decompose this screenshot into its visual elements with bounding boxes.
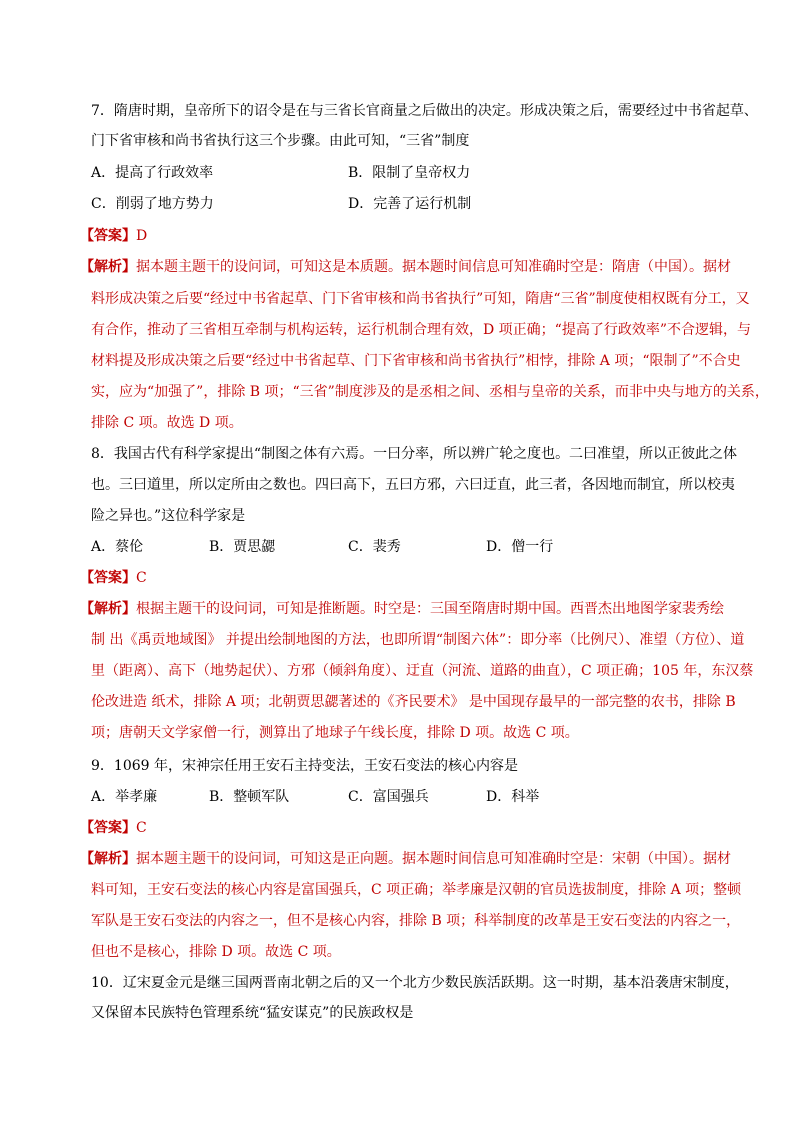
q7-answer-label: 【答案】 — [80, 228, 136, 244]
q9-answer-value: C — [136, 820, 147, 836]
q8-analysis-line-5: 项；唐朝天文学家僧一行，测算出了地球子午线长度，排除 D 项。故选 C 项。 — [91, 725, 579, 741]
q7-analysis-text-1: 据本题主题干的设问词，可知这是本质题。据本题时间信息可知准确时空是：隋唐（中国）。据材 — [136, 259, 731, 275]
q9-analysis-line-2: 料可知，王安石变法的核心内容是富国强兵，C 项正确；举孝廉是汉朝的官员选拔制度，排除 A 项；整顿 — [91, 882, 742, 898]
q8-stem-line-3: 险之异也。”这位科学家是 — [91, 508, 246, 524]
q7-analysis-line-3: 有合作，推动了三省相互牵制与机构运转，运行机制合理有效，D 项正确；“提高了行政效率”不合逻辑，与 — [91, 322, 751, 338]
q8-stem-line-1: 8．我国古代有科学家提出“制图之体有六焉。一曰分率，所以辨广轮之度也。二曰准望，所以正彼此之体 — [91, 446, 738, 462]
q9-analysis-text-1: 据本题主题干的设问词，可知这是正向题。据本题时间信息可知准确时空是：宋朝（中国）。据材 — [136, 851, 731, 867]
q7-answer — [80, 226, 147, 246]
q7-option-a: A．提高了行政效率 — [91, 165, 214, 181]
q7-analysis-line-5: 实，应为“加强了”，排除 B 项；“三省”制度涉及的是丞相之间、丞相与皇帝的关系，而非中央与地方的关系， — [91, 384, 769, 400]
q8-option-a: A．蔡伦 — [91, 539, 144, 555]
q7-analysis-line-2: 料形成决策之后要“经过中书省起草、门下省审核和尚书省执行”可知，隋唐“三省”制度使相权既有分工，又 — [91, 291, 750, 307]
q9-analysis-line-1 — [80, 849, 731, 869]
q8-analysis-line-3: 里（距离）、高下（地势起伏）、方邪（倾斜角度）、迂直（河流、道路的曲直），C 项正确；105 年，东汉蔡 — [91, 663, 754, 679]
q8-answer-label: 【答案】 — [80, 570, 136, 586]
q8-analysis-line-2: 制 出《禹贡地域图》 并提出绘制地图的方法，也即所谓“制图六体”：即分率（比例尺）、准望（方位）、道 — [91, 632, 745, 648]
q9-stem-line-1: 9．1069 年，宋神宗任用王安石主持变法，王安石变法的核心内容是 — [91, 758, 518, 774]
q7-stem-line-2: 门下省审核和尚书省执行这三个步骤。由此可知，“三省”制度 — [91, 133, 470, 149]
q8-answer-value: C — [136, 570, 147, 586]
q9-answer — [80, 818, 147, 838]
q7-stem-line-1: 7．隋唐时期，皇帝所下的诏令是在与三省长官商量之后做出的决定。形成决策之后，需要经过中书省起草、 — [91, 103, 758, 119]
q9-analysis-label: 【解析】 — [80, 851, 136, 867]
q9-option-b: B．整顿军队 — [209, 789, 290, 805]
q8-analysis-text-1: 根据主题干的设问词，可知是推断题。时空是：三国至隋唐时期中国。西晋杰出地图学家裴秀绘 — [136, 601, 724, 617]
q7-analysis-line-4: 材料提及形成决策之后要“经过中书省起草、门下省审核和尚书省执行”相悖，排除 A 项；“限制了”不合史 — [91, 353, 741, 369]
q8-analysis-line-1 — [80, 599, 724, 619]
q9-option-a: A．举孝廉 — [91, 789, 158, 805]
q8-option-d: D．僧一行 — [486, 539, 554, 555]
q7-analysis-line-1 — [80, 257, 731, 277]
q7-option-c: C．削弱了地方势力 — [91, 196, 214, 212]
q10-stem-line-2: 又保留本民族特色管理系统“猛安谋克”的民族政权是 — [91, 1005, 414, 1021]
q8-option-b: B．贾思勰 — [209, 539, 276, 555]
q9-option-d: D．科举 — [486, 789, 540, 805]
q10-stem-line-1: 10．辽宋夏金元是继三国两晋南北朝之后的又一个北方少数民族活跃期。这一时期，基本沿袭唐宋制度， — [91, 975, 739, 991]
q7-option-d: D．完善了运行机制 — [348, 196, 472, 212]
q7-answer-value: D — [136, 228, 148, 244]
q8-answer — [80, 568, 147, 588]
q9-answer-label: 【答案】 — [80, 820, 136, 836]
q7-option-b: B．限制了皇帝权力 — [348, 165, 471, 181]
q8-stem-line-2: 也。三曰道里，所以定所由之数也。四曰高下，五曰方邪，六曰迂直，此三者，各因地而制宜，所以校夷 — [91, 477, 735, 493]
q7-analysis-line-6: 排除 C 项。故选 D 项。 — [91, 415, 243, 431]
q7-analysis-label: 【解析】 — [80, 259, 136, 275]
q8-option-c: C．裴秀 — [348, 539, 401, 555]
q8-analysis-label: 【解析】 — [80, 601, 136, 617]
q9-analysis-line-4: 但也不是核心，排除 D 项。故选 C 项。 — [91, 944, 341, 960]
q8-analysis-line-4: 伦改进造 纸术，排除 A 项；北朝贾思勰著述的《齐民要术》 是中国现存最早的一部完整的农书，排除 B — [91, 694, 736, 710]
q9-option-c: C．富国强兵 — [348, 789, 429, 805]
q9-analysis-line-3: 军队是王安石变法的内容之一，但不是核心内容，排除 B 项；科举制度的改革是王安石变法的内容之一， — [91, 913, 741, 929]
